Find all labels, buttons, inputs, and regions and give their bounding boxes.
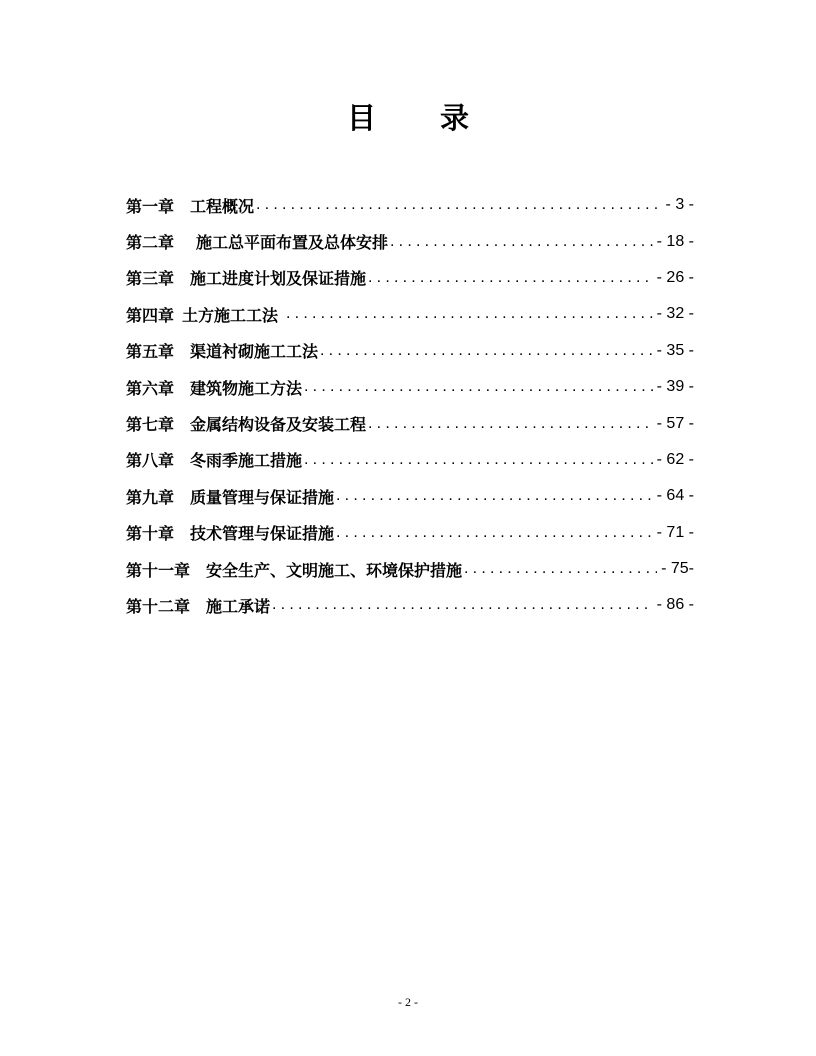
chapter-number: 第三章 <box>126 269 175 289</box>
chapter-title: 冬雨季施工措施 <box>190 451 303 471</box>
chapter-title: 质量管理与保证措施 <box>190 487 335 507</box>
page-number: - 3 - <box>665 196 694 214</box>
toc-entry[interactable] <box>126 587 694 623</box>
chapter-number: 第四章 <box>126 305 175 325</box>
chapter-number: 第六章 <box>126 378 175 398</box>
dot-leader <box>304 378 653 396</box>
page-number: - 75- <box>661 560 694 578</box>
chapter-title: 施工总平面布置及总体安排 <box>196 233 389 253</box>
dot-leader <box>256 196 662 214</box>
chapter-number: 第九章 <box>126 487 175 507</box>
dot-leader <box>272 596 653 614</box>
page-number: - 26 - <box>656 268 694 286</box>
dot-leader <box>304 451 653 469</box>
dot-leader <box>368 269 653 287</box>
chapter-number: 第十二章 <box>126 596 191 616</box>
toc-entry[interactable] <box>126 478 694 514</box>
chapter-number: 第十一章 <box>126 560 191 580</box>
page-number: - 35 - <box>656 341 694 359</box>
page-footer-number: - 2 - <box>398 995 418 1009</box>
page-number: - 71 - <box>656 523 694 541</box>
page-number: - 64 - <box>656 487 694 505</box>
toc-entry[interactable] <box>126 515 694 551</box>
chapter-title: 安全生产、文明施工、环境保护措施 <box>206 560 463 580</box>
chapter-number: 第十章 <box>126 524 175 544</box>
toc-entry[interactable] <box>126 369 694 405</box>
dot-leader <box>464 560 657 578</box>
toc-entry[interactable] <box>126 405 694 441</box>
table-of-contents <box>126 187 694 624</box>
dot-leader <box>336 487 653 505</box>
chapter-title: 施工进度计划及保证措施 <box>190 269 367 289</box>
toc-entry[interactable] <box>126 442 694 478</box>
chapter-title: 施工承诺 <box>206 596 271 616</box>
toc-entry[interactable] <box>126 187 694 223</box>
dot-leader <box>286 305 653 323</box>
chapter-number: 第八章 <box>126 451 175 471</box>
toc-title: 目 录 <box>346 101 497 135</box>
chapter-title: 建筑物施工方法 <box>190 378 303 398</box>
dot-leader <box>320 342 653 360</box>
chapter-number: 第二章 <box>126 233 175 253</box>
toc-entry[interactable] <box>126 260 694 296</box>
dot-leader <box>390 233 653 251</box>
chapter-title: 金属结构设备及安装工程 <box>190 415 367 435</box>
chapter-title: 渠道衬砌施工工法 <box>190 342 319 362</box>
page-number: - 86 - <box>656 596 694 614</box>
chapter-number: 第五章 <box>126 342 175 362</box>
chapter-number: 第七章 <box>126 415 175 435</box>
chapter-title: 土方施工工法 <box>182 305 279 325</box>
toc-entry[interactable] <box>126 223 694 259</box>
page-number: - 57 - <box>656 414 694 432</box>
page-number: - 32 - <box>656 305 694 323</box>
chapter-number: 第一章 <box>126 196 175 216</box>
toc-entry[interactable] <box>126 551 694 587</box>
chapter-title: 技术管理与保证措施 <box>190 524 335 544</box>
toc-entry[interactable] <box>126 333 694 369</box>
chapter-title: 工程概况 <box>190 196 255 216</box>
toc-entry[interactable] <box>126 296 694 332</box>
dot-leader <box>336 524 653 542</box>
dot-leader <box>368 415 653 433</box>
page-number: - 18 - <box>656 232 694 250</box>
page-number: - 62 - <box>656 450 694 468</box>
page-number: - 39 - <box>656 378 694 396</box>
